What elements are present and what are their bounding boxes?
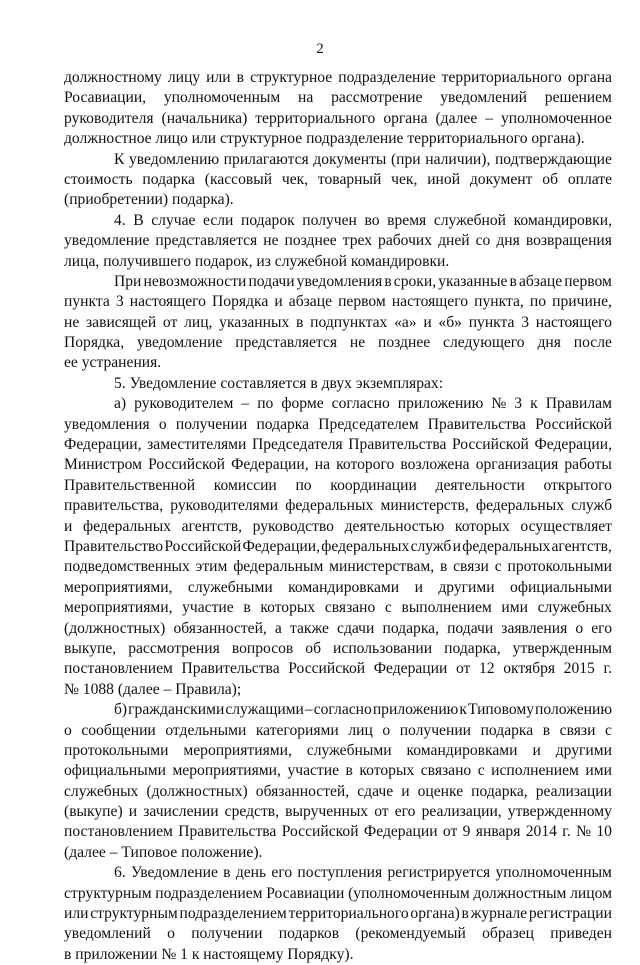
text-line: протокольными мероприятиями, служебными командировками и другими — [64, 741, 612, 759]
text-line: выкупе, рассмотрения вопросов об использовании подарка, утвержденным — [64, 639, 612, 657]
text-line: и федеральных агентств, руководство деятельностью которых осуществляет — [64, 517, 612, 535]
text-line: постановлением Правительства Российской Федерации от 9 января 2014 г. № 10 — [64, 823, 612, 841]
text-line: (должностных) обязанностей, а также сдачи подарка, подачи заявления о его — [64, 619, 612, 637]
text-line: Министром Российской Федерации, на которого возложена организация работы — [64, 456, 612, 474]
text-line: а) руководителем – по форме согласно приложению № 3 к Правилам — [114, 395, 612, 413]
text-line: (выкупе) и зачислении средств, вырученных от его реализации, утвержденному — [64, 803, 612, 821]
text-line: должностному лицу или в структурное подразделение территориального органа — [64, 69, 612, 86]
text-line: Правительственной комиссии по координации деятельности открытого — [64, 476, 612, 494]
text-line: уведомлений о получении подарков (рекомендуемый образец приведен — [64, 925, 612, 943]
text-line: Порядка, уведомление представляется не позднее следующего дня после — [64, 334, 612, 352]
page-number: 2 — [316, 41, 324, 57]
text-line: о сообщении отдельными категориями лиц о получении подарка в связи с — [64, 721, 612, 739]
text-line: руководителя (начальника) территориального органа (далее – уполномоченное — [64, 109, 612, 127]
text-line: структурным подразделением Росавиации (уполномоченным должностным лицом — [64, 884, 612, 902]
text-line: уведомления о получении подарка Председателем Правительства Российской — [64, 415, 612, 433]
text-line: служебных (должностных) обязанностей, сдаче и оценке подарка, реализации — [64, 782, 612, 800]
text-line: мероприятиями, участие в которых связано с выполнением ими служебных — [64, 599, 612, 617]
text-line: уведомление представляется не позднее трех рабочих дней со дня возвращения — [64, 232, 612, 250]
text-line: Правительство Российской Федерации, федеральных служб и федеральных агентств, — [64, 537, 612, 555]
text-line: (далее – Типовое положение). — [64, 843, 263, 861]
text-line: При невозможности подачи уведомления в сроки, указанные в абзаце первом — [114, 272, 612, 290]
text-line: мероприятиями, служебными командировками и другими официальными — [64, 578, 612, 596]
text-line: 4. В случае если подарок получен во время служебной командировки, — [114, 211, 612, 229]
text-line: Росавиации, уполномоченным на рассмотрение уведомлений решением — [64, 89, 612, 107]
text-line: Федерации, заместителями Председателя Правительства Российской Федерации, — [64, 436, 612, 454]
text-line: 5. Уведомление составляется в двух экземплярах: — [114, 374, 444, 392]
text-line: постановлением Правительства Российской Федерации от 12 октября 2015 г. — [64, 660, 612, 678]
text-line: подведомственных этим федеральным министерствам, в связи с протокольными — [64, 558, 612, 576]
text-line: лица, получившего подарок, из служебной командировки. — [64, 252, 450, 270]
text-line: в приложении № 1 к настоящему Порядку). — [64, 945, 354, 963]
text-line: К уведомлению прилагаются документы (при наличии), подтверждающие — [114, 150, 612, 168]
text-line: или структурным подразделением территориального органа) в журнале регистрации — [64, 905, 612, 923]
text-line: пункта 3 настоящего Порядка и абзаце первом настоящего пункта, по причине, — [64, 293, 612, 311]
text-line: б) гражданскими служащими – согласно приложению к Типовому положению — [114, 701, 612, 719]
text-line: стоимость подарка (кассовый чек, товарный чек, иной документ об оплате — [64, 170, 612, 188]
text-line: (приобретении) подарка). — [64, 191, 234, 209]
text-line: должностное лицо или структурное подразделение территориального органа). — [64, 130, 585, 148]
text-line: правительства, руководителями федеральных министерств, федеральных служб — [64, 497, 612, 515]
text-line: ее устранения. — [64, 354, 162, 372]
text-line: не зависящей от лиц, указанных в подпунктах «а» и «б» пункта 3 настоящего — [64, 313, 612, 331]
text-line: официальными мероприятиями, участие в которых связано с исполнением ими — [64, 762, 612, 780]
text-line: № 1088 (далее – Правила); — [64, 680, 242, 698]
document-body — [64, 68, 612, 965]
text-line: 6. Уведомление в день его поступления регистрируется уполномоченным — [114, 864, 612, 882]
